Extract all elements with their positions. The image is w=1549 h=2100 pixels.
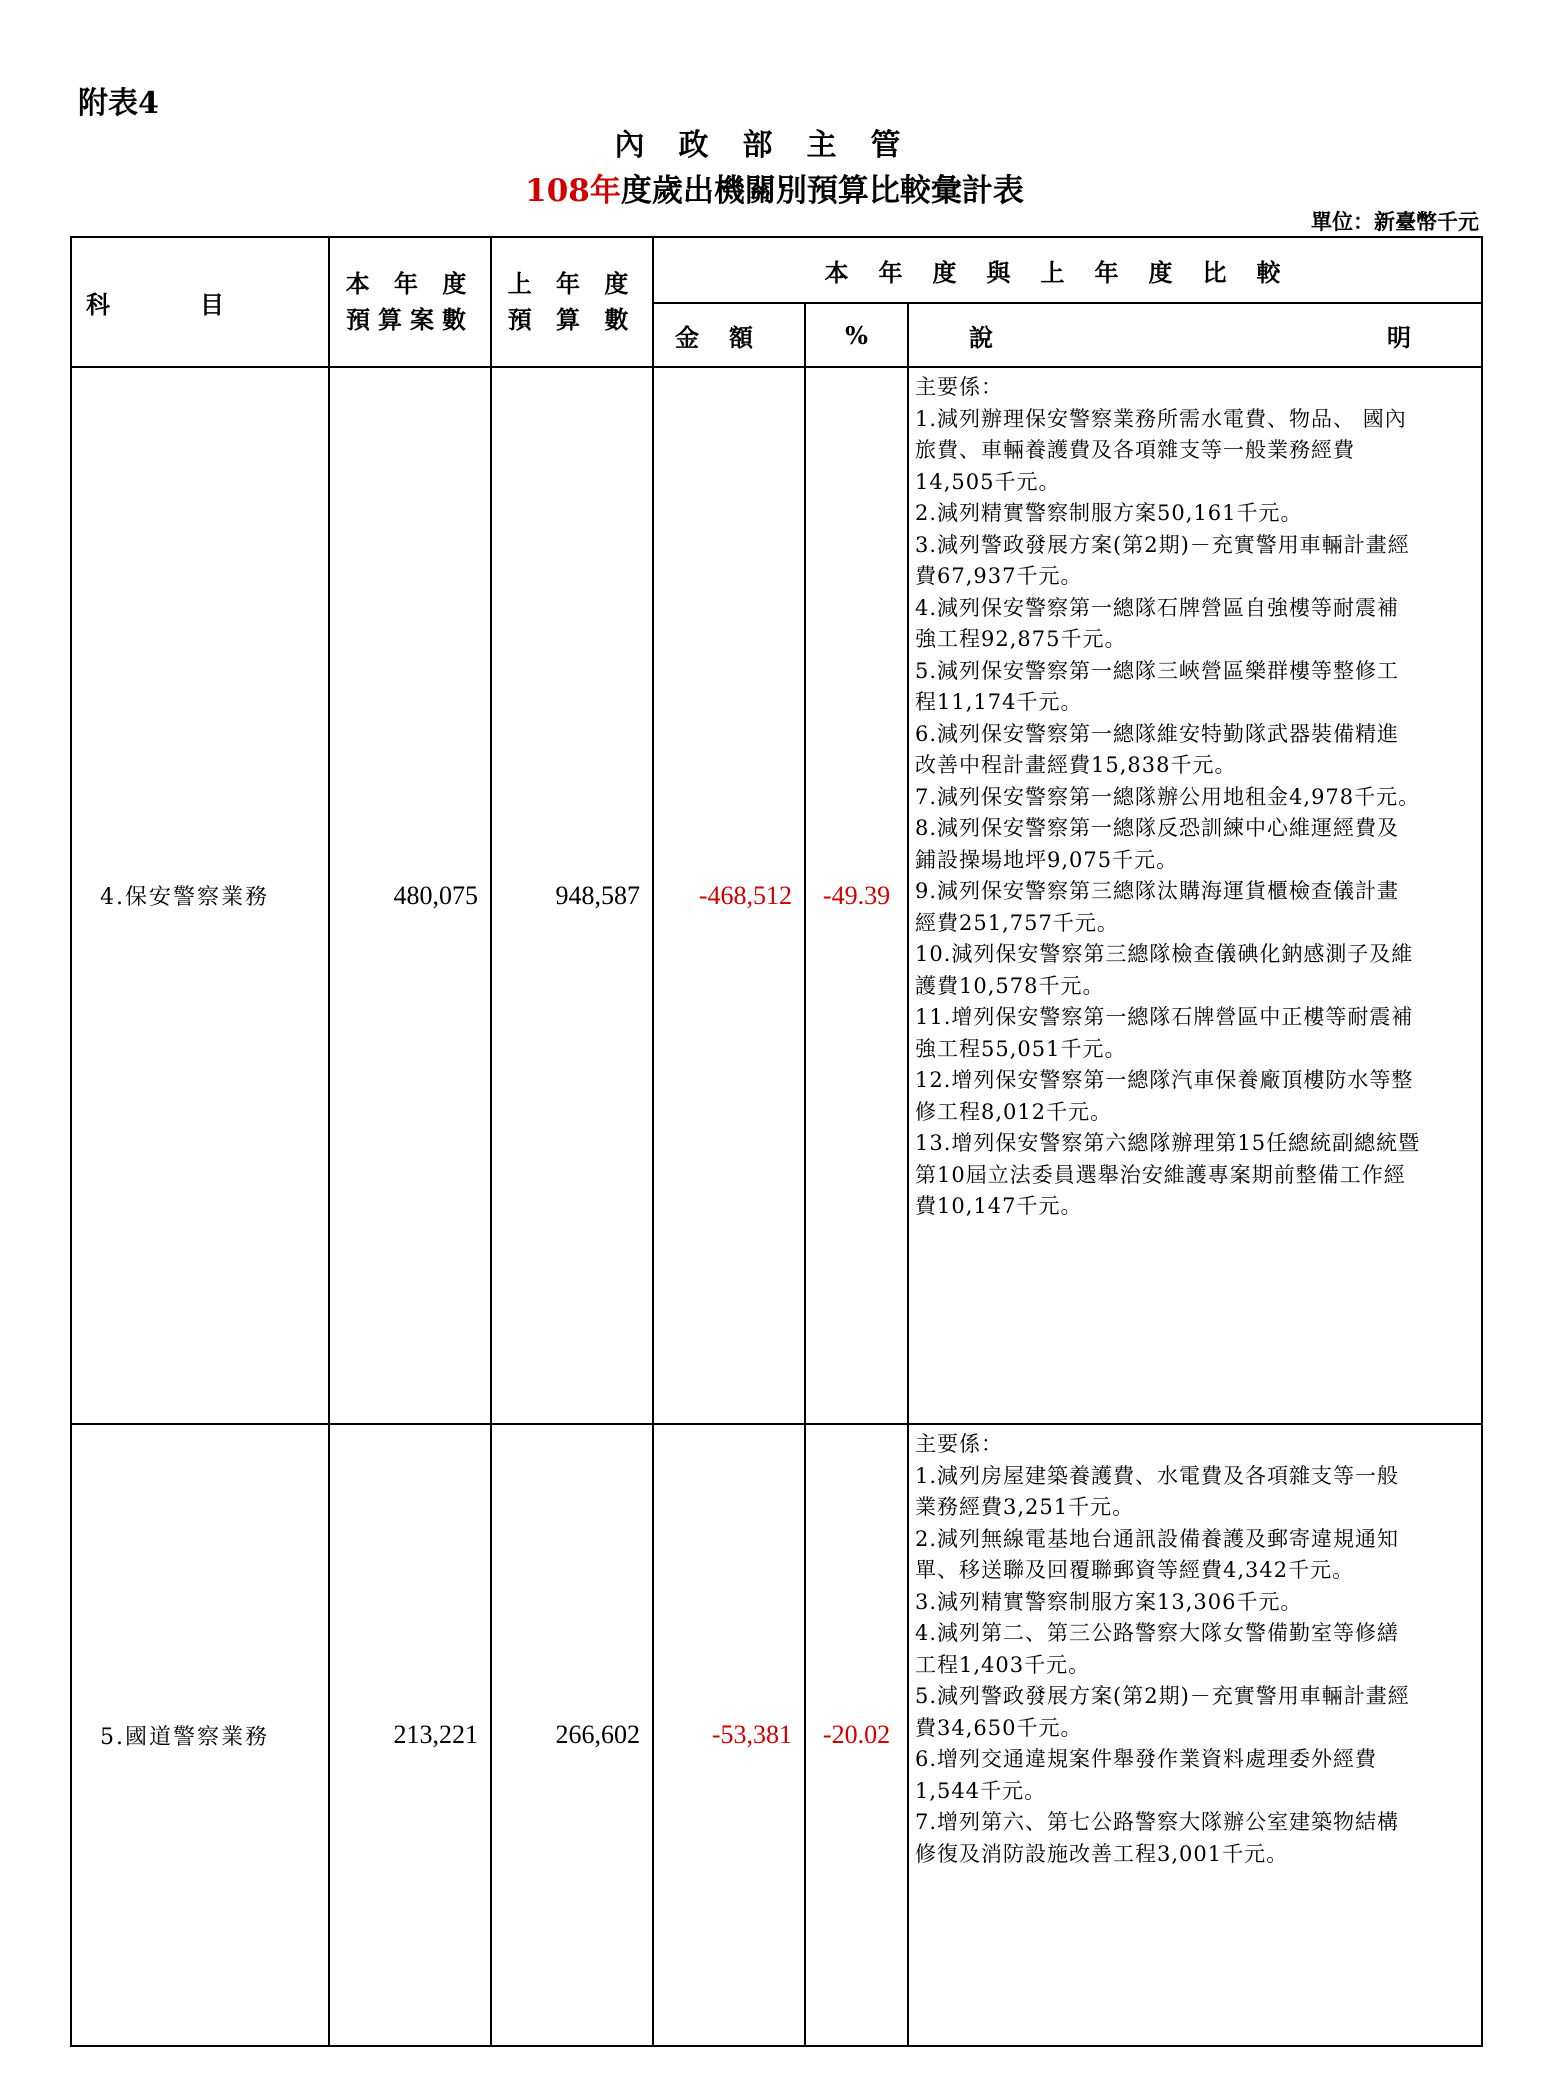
- row-description: [908, 367, 1482, 1424]
- description-line: 護費10,578千元。: [915, 973, 1105, 998]
- description-line: 經費251,757千元。: [915, 910, 1119, 935]
- row-percent: -20.02: [805, 1424, 908, 2046]
- description-line: 單、移送聯及回覆聯郵資等經費4,342千元。: [915, 1558, 1355, 1582]
- description-line: 6.增列交通違規案件舉發作業資料處理委外經費: [915, 1747, 1378, 1771]
- title-report: [0, 165, 1549, 210]
- description-line: 業務經費3,251千元。: [915, 1495, 1135, 1519]
- row-subject: 4.保安警察業務: [71, 367, 329, 1424]
- title-year: 108年: [525, 173, 621, 209]
- description-line: 2.減列精實警察制服方案50,161千元。: [915, 501, 1303, 525]
- description-line: 修復及消防設施改善工程3,001千元。: [915, 1841, 1289, 1866]
- description-line: 1.減列辦理保安警察業務所需水電費、物品、 國內: [915, 406, 1407, 431]
- header-description-left: 說: [969, 322, 993, 352]
- header-description: [908, 303, 1482, 367]
- row-current-budget: 213,221: [329, 1424, 491, 2046]
- header-row-1: [71, 237, 1482, 303]
- header-amount: 金額: [653, 303, 805, 367]
- annex-label: 附表4: [78, 86, 159, 121]
- description-line: 強工程55,051千元。: [915, 1036, 1127, 1061]
- header-subject: 科目: [71, 237, 329, 367]
- description-line: 1.減列房屋建築養護費、水電費及各項雜支等一般: [915, 1463, 1400, 1488]
- description-line: 10.減列保安警察第三總隊檢查儀碘化鈉感測子及維: [915, 942, 1414, 966]
- unit-label: 單位：新臺幣千元: [1311, 209, 1479, 234]
- description-line: 工程1,403千元。: [915, 1652, 1091, 1677]
- description-line: 2.減列無線電基地台通訊設備養護及郵寄違規通知: [915, 1526, 1400, 1551]
- budget-table: [70, 236, 1483, 2047]
- row-amount: -53,381: [653, 1424, 805, 2046]
- description-line: 費10,147千元。: [915, 1194, 1083, 1218]
- description-line: 5.減列保安警察第一總隊三峽營區樂群樓等整修工: [915, 658, 1400, 683]
- description-line: 7.減列保安警察第一總隊辦公用地租金4,978千元。: [915, 784, 1421, 809]
- description-line: 5.減列警政發展方案(第2期)－充實警用車輛計畫經: [915, 1684, 1410, 1708]
- header-previous-budget: [491, 237, 653, 367]
- description-line: 旅費、車輛養護費及各項雜支等一般業務經費: [915, 438, 1355, 462]
- description-line: 7.增列第六、第七公路警察大隊辦公室建築物結構: [915, 1810, 1400, 1834]
- row-percent: -49.39: [805, 367, 908, 1424]
- row-previous-budget: 266,602: [491, 1424, 653, 2046]
- header-previous-line2: 預 算 數: [507, 305, 637, 334]
- description-line: 程11,174千元。: [915, 690, 1083, 714]
- description-line: 4.減列第二、第三公路警察大隊女警備勤室等修繕: [915, 1621, 1400, 1645]
- table-row: [71, 367, 1482, 1424]
- header-current-budget: [329, 237, 491, 367]
- description-line: 費67,937千元。: [915, 564, 1083, 588]
- row-description: [908, 1424, 1482, 2046]
- header-percent: %: [805, 303, 908, 367]
- description-line: 費34,650千元。: [915, 1715, 1083, 1740]
- description-line: 1,544千元。: [915, 1778, 1047, 1803]
- title-rest: 度歲出機關別預算比較彙計表: [620, 173, 1024, 209]
- row-subject: 5.國道警察業務: [71, 1424, 329, 2046]
- description-line: 13.增列保安警察第六總隊辦理第15任總統副總統暨: [915, 1131, 1421, 1155]
- description-line: 強工程92,875千元。: [915, 627, 1127, 651]
- description-line: 8.減列保安警察第一總隊反恐訓練中心維運經費及: [915, 816, 1400, 840]
- header-current-line2: 預算案數: [346, 305, 474, 334]
- description-line: 9.減列保安警察第三總隊汰購海運貨櫃檢查儀計畫: [915, 879, 1400, 903]
- header-description-right: 明: [1387, 322, 1412, 352]
- description-line: 4.減列保安警察第一總隊石牌營區自強樓等耐震補: [915, 595, 1400, 620]
- description-line: 主要係：: [915, 375, 1003, 399]
- description-line: 修工程8,012千元。: [915, 1099, 1113, 1124]
- table-row: [71, 1424, 1482, 2046]
- description-line: 14,505千元。: [915, 469, 1061, 494]
- description-line: 鋪設操場地坪9,075千元。: [915, 847, 1179, 872]
- header-comparison: 本年度與上年度比較: [653, 237, 1482, 303]
- description-line: 11.增列保安警察第一總隊石牌營區中正樓等耐震補: [915, 1005, 1414, 1029]
- title-agency: 內政部主管: [614, 128, 935, 163]
- header-previous-line1: 上 年 度: [507, 269, 637, 298]
- header-current-line1: 本 年 度: [345, 269, 475, 298]
- description-line: 3.減列警政發展方案(第2期)－充實警用車輛計畫經: [915, 532, 1410, 557]
- description-line: 3.減列精實警察制服方案13,306千元。: [915, 1589, 1303, 1614]
- row-amount: -468,512: [653, 367, 805, 1424]
- description-line: 第10屆立法委員選舉治安維護專案期前整備工作經: [915, 1162, 1406, 1187]
- description-line: 改善中程計畫經費15,838千元。: [915, 753, 1237, 777]
- description-line: 6.減列保安警察第一總隊維安特勤隊武器裝備精進: [915, 721, 1400, 746]
- description-line: 主要係：: [915, 1432, 1003, 1456]
- row-current-budget: 480,075: [329, 367, 491, 1424]
- description-line: 12.增列保安警察第一總隊汽車保養廠頂樓防水等整: [915, 1068, 1414, 1092]
- row-previous-budget: 948,587: [491, 367, 653, 1424]
